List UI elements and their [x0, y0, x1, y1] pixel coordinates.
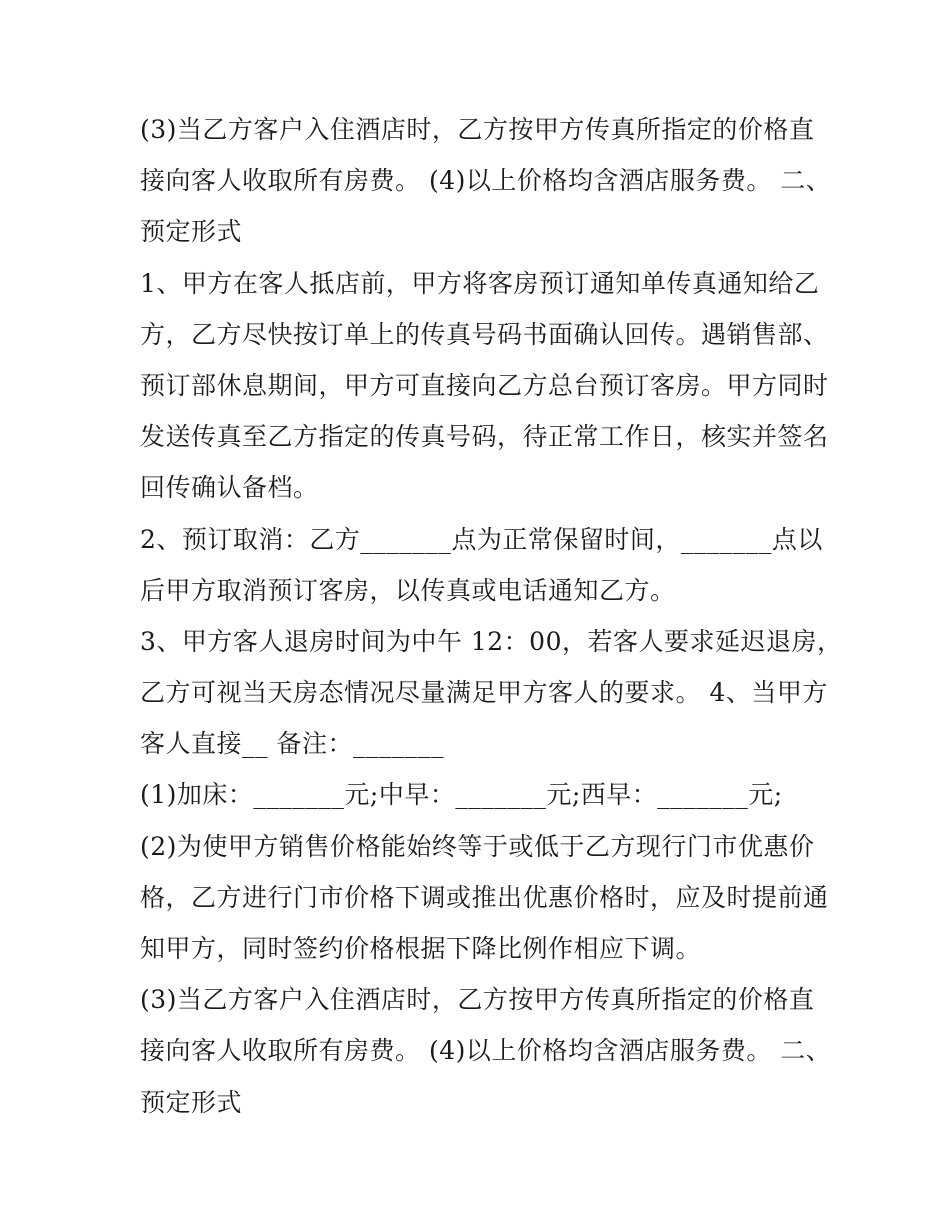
- paragraph-booking-method: [140, 258, 829, 514]
- text-line: 格，乙方进行门市价格下调或推出优惠价格时，应及时提前通: [140, 882, 829, 912]
- paragraph-booking-cancel: [140, 514, 823, 616]
- text-line: 回传确认备档。: [140, 473, 319, 503]
- text-line: (3)当乙方客户入住酒店时，乙方按甲方传真所指定的价格直: [140, 115, 815, 144]
- text-line: (1)加床：_______元;中早：_______元;西早：_______元;: [140, 780, 783, 810]
- text-line: 乙方可视当天房态情况尽量满足甲方客人的要求。 4、当甲方: [140, 678, 828, 708]
- paragraph-room-fee-1: [140, 104, 832, 258]
- text-line: 预订部休息期间，甲方可直接向乙方总台预订客房。甲方同时: [140, 370, 829, 400]
- text-line: (2)为使甲方销售价格能始终等于或低于乙方现行门市优惠价: [140, 831, 815, 861]
- text-line: 接向客人收取所有房费。 (4)以上价格均含酒店服务费。 二、: [140, 1036, 832, 1066]
- text-line: 2、预订取消：乙方_______点为正常保留时间，_______点以: [140, 524, 823, 554]
- text-line: 1、甲方在客人抵店前，甲方将客房预订通知单传真通知给乙: [140, 268, 820, 298]
- text-line: 接向客人收取所有房费。 (4)以上价格均含酒店服务费。 二、: [140, 166, 832, 196]
- text-line: 发送传真至乙方指定的传真号码，待正常工作日，核实并签名: [140, 422, 829, 452]
- paragraph-price-adjustment: [140, 821, 829, 975]
- text-line: 预定形式: [140, 1087, 243, 1117]
- text-line: 客人直接__ 备注：_______: [140, 729, 444, 759]
- text-line: 后甲方取消预订客房，以传真或电话通知乙方。: [140, 575, 676, 605]
- document-body: [140, 104, 843, 1128]
- paragraph-extra-charges: [140, 769, 820, 820]
- text-line: (3)当乙方客户入住酒店时，乙方按甲方传真所指定的价格直: [140, 985, 815, 1015]
- paragraph-checkout-time: [140, 616, 843, 770]
- text-line: 预定形式: [140, 217, 243, 247]
- text-line: 3、甲方客人退房时间为中午 12：00，若客人要求延迟退房，: [140, 626, 843, 656]
- text-line: 方，乙方尽快按订单上的传真号码书面确认回传。遇销售部、: [140, 319, 829, 349]
- text-line: 知甲方，同时签约价格根据下降比例作相应下调。: [140, 934, 702, 963]
- paragraph-room-fee-2: [140, 974, 832, 1128]
